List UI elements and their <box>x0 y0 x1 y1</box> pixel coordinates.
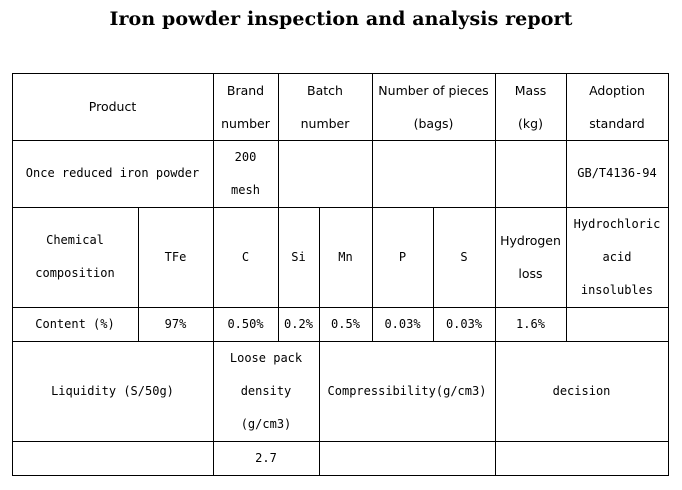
liquidity-value <box>12 441 213 475</box>
header-batch-number: Batch number <box>300 82 350 131</box>
content-hydrogen-loss: 1.6% <box>516 316 545 331</box>
composition-mn: Mn <box>338 249 353 264</box>
product-number-of-pieces <box>372 140 495 207</box>
product-name: Once reduced iron powder <box>25 166 200 180</box>
product-brand-number: 200 mesh <box>231 149 260 197</box>
header-adoption-standard: Adoption standard <box>589 82 645 131</box>
composition-si: Si <box>291 249 306 264</box>
liquidity-label: Liquidity (S/50g) <box>51 383 174 398</box>
loose-pack-density-label: Loose pack density (g/cm3) <box>229 350 303 431</box>
product-adoption-standard: GB/T4136-94 <box>577 166 657 180</box>
product-batch-number <box>278 140 372 207</box>
composition-tfe: TFe <box>164 249 187 264</box>
compressibility-label: Compressibility(g/cm3) <box>327 383 487 398</box>
header-number-of-pieces: Number of pieces (bags) <box>378 82 489 131</box>
content-label: Content (%) <box>35 316 115 331</box>
decision-label: decision <box>552 383 611 398</box>
loose-pack-density-value: 2.7 <box>255 450 277 465</box>
composition-hydrogen-loss: Hydrogen loss <box>500 233 561 281</box>
content-hcl-insolubles <box>566 307 668 341</box>
content-mn: 0.5% <box>331 316 360 331</box>
table-border-right <box>668 73 669 476</box>
content-tfe: 97% <box>164 316 187 331</box>
content-si: 0.2% <box>284 316 313 331</box>
composition-hcl-insolubles: Hydrochloric acid insolubles <box>573 216 661 297</box>
page-title: Iron powder inspection and analysis report <box>109 8 573 30</box>
content-s: 0.03% <box>445 316 483 331</box>
compressibility-value <box>319 441 495 475</box>
composition-label: Chemical composition <box>35 233 115 280</box>
table-border-bottom <box>12 475 669 476</box>
composition-p: P <box>398 249 407 264</box>
product-mass <box>495 140 566 207</box>
content-p: 0.03% <box>384 316 421 331</box>
header-brand-number: Brand number <box>221 82 270 131</box>
composition-s: S <box>460 249 468 264</box>
header-mass: Mass (kg) <box>514 82 547 131</box>
decision-value <box>495 441 668 475</box>
composition-c: C <box>241 249 250 264</box>
header-product: Product <box>88 99 137 114</box>
content-c: 0.50% <box>227 316 264 331</box>
